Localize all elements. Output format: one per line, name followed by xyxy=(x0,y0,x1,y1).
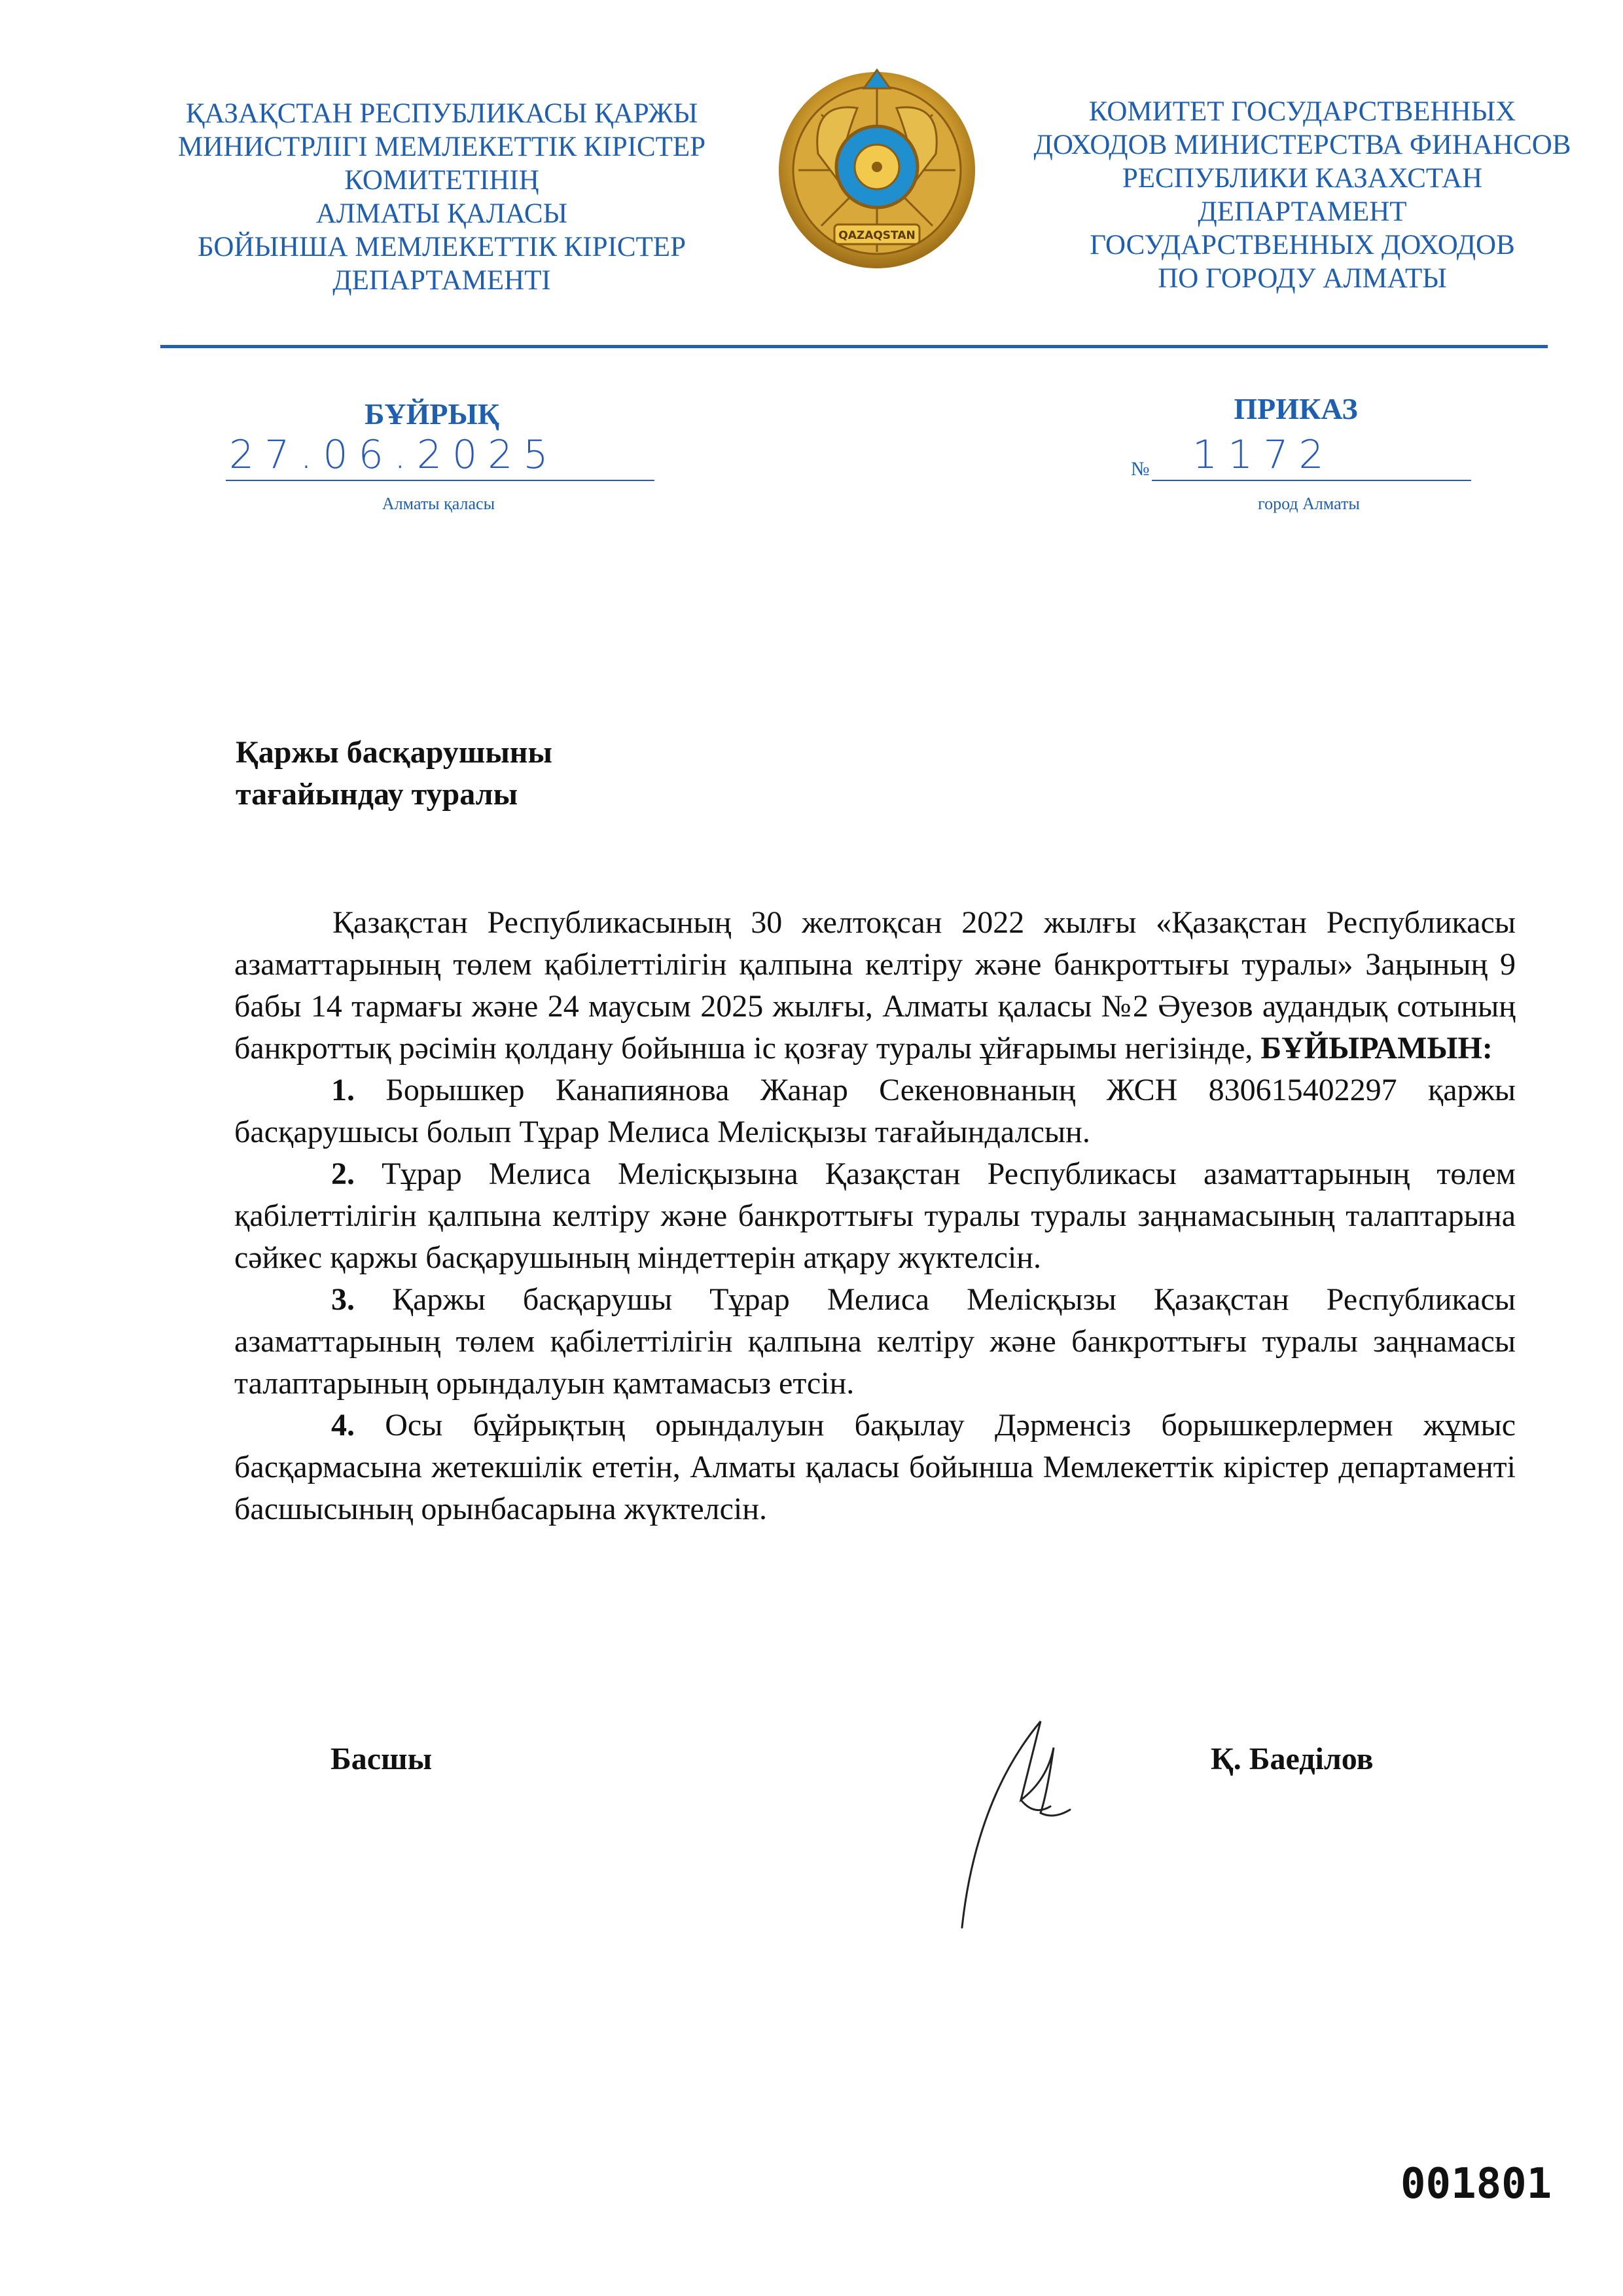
signatory-title: Басшы xyxy=(330,1742,433,1776)
header-ru-line: КОМИТЕТ ГОСУДАРСТВЕННЫХ xyxy=(1088,96,1516,127)
order-title-ru: ПРИКАЗ xyxy=(1234,392,1358,425)
city-ru: город Алматы xyxy=(1258,494,1360,513)
order-date: 27.06.2025 xyxy=(229,432,559,478)
item-text: Қаржы басқарушы Тұрар Мелиса Мелісқызы Қазақстан Республикасы азаматтарының төлем қабілеттілігін қалпына келтіру және банкроттығы туралы заңнамасы талаптарының орындалуын қамтамасыз етсін. xyxy=(234,1282,1516,1401)
order-body xyxy=(234,902,1516,1530)
header-kz-line: ДЕПАРТАМЕНТІ xyxy=(332,265,551,296)
signatory-name: Қ. Баеділов xyxy=(1211,1742,1374,1776)
header-ru-line: ДЕПАРТАМЕНТ xyxy=(1198,196,1407,227)
item-text: Осы бұйрықтың орындалуын бақылау Дәрменсіз борышкерлермен жұмыс басқармасына жетекшілік ететін, Алматы қаласы бойынша Мемлекеттік кірістер департаменті басшысының орынбасарына жүктелсін. xyxy=(234,1408,1516,1526)
state-emblem-icon xyxy=(772,62,982,285)
serial-number: 001801 xyxy=(1400,2160,1552,2208)
header-ru-line: ДОХОДОВ МИНИСТЕРСТВА ФИНАНСОВ xyxy=(1033,130,1571,160)
item-number: 1. xyxy=(331,1073,355,1107)
order-title-kz: БҰЙРЫҚ xyxy=(364,397,500,431)
order-item xyxy=(234,1405,1516,1530)
subject-line: Қаржы басқарушыны xyxy=(236,735,552,770)
header-kz-line: МИНИСТРЛІГІ МЕМЛЕКЕТТІК КІРІСТЕР xyxy=(177,132,706,162)
emblem-caption: QAZAQSTAN xyxy=(838,229,916,242)
header-ru-line: ГОСУДАРСТВЕННЫХ ДОХОДОВ xyxy=(1090,230,1515,260)
order-item xyxy=(234,1279,1516,1405)
handwritten-signature-icon xyxy=(942,1702,1099,1937)
order-number: 1172 xyxy=(1192,432,1334,478)
order-item xyxy=(234,1153,1516,1279)
item-text: Тұрар Мелиса Мелісқызына Қазақстан Республикасы азаматтарының төлем қабілеттілігін қалпына келтіру және банкроттығы туралы туралы заңнамасының талаптарына сәйкес қаржы басқарушының міндеттерін атқару жүктелсін. xyxy=(234,1157,1516,1275)
header-kz-line: БОЙЫНША МЕМЛЕКЕТТІК КІРІСТЕР xyxy=(198,232,686,262)
order-keyword: БҰЙЫРАМЫН: xyxy=(1260,1031,1493,1066)
item-text: Борышкер Канапиянова Жанар Секеновнаның ЖСН 830615402297 қаржы басқарушысы болып Тұрар Мелиса Мелісқызы тағайындалсын. xyxy=(234,1073,1516,1149)
order-subject xyxy=(236,732,552,816)
item-number: 3. xyxy=(331,1282,355,1317)
number-sign: № xyxy=(1131,458,1150,480)
header-ru-line: ПО ГОРОДУ АЛМАТЫ xyxy=(1158,263,1447,294)
header-divider xyxy=(160,345,1548,348)
header-russian-block xyxy=(1014,95,1590,295)
header-kz-line: ҚАЗАҚСТАН РЕСПУБЛИКАСЫ ҚАРЖЫ xyxy=(185,98,698,129)
item-number: 4. xyxy=(331,1408,355,1443)
header-kazakh-block xyxy=(154,97,730,297)
preamble-paragraph xyxy=(234,902,1516,1069)
date-underline xyxy=(226,480,654,481)
item-number: 2. xyxy=(331,1157,355,1191)
header-ru-line: РЕСПУБЛИКИ КАЗАХСТАН xyxy=(1122,163,1483,194)
preamble-text: Қазақстан Республикасының 30 желтоқсан 2022 жылғы «Қазақстан Республикасы азаматтарының төлем қабілеттілігін қалпына келтіру және банкроттығы туралы» Заңының 9 бабы 14 тармағы және 24 маусым 2025 жылғы, Алматы қаласы №2 Әуезов аудандық сотының банкроттық рәсімін қолдану бойынша іс қозғау туралы ұйғарымы негізінде, xyxy=(234,905,1516,1066)
city-kz: Алматы қаласы xyxy=(382,494,495,513)
header-kz-line: КОМИТЕТІНІҢ xyxy=(344,165,539,196)
number-underline xyxy=(1152,480,1471,481)
header-kz-line: АЛМАТЫ ҚАЛАСЫ xyxy=(315,198,568,229)
subject-line: тағайындау туралы xyxy=(236,777,518,812)
order-item xyxy=(234,1069,1516,1153)
